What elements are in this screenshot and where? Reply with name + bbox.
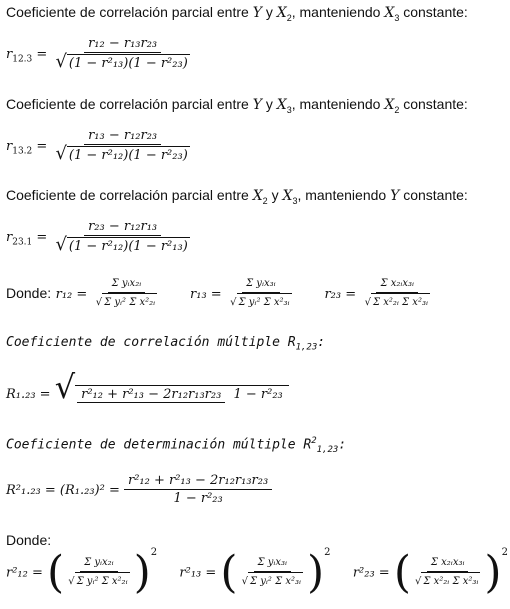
title-end: : [317, 335, 326, 350]
numerator: Σ yᵢx₂ᵢ [80, 555, 118, 572]
formula-R1-23: R₁.₂₃ = √ r²₁₂ + r²₁₃ − 2r₁₂r₁₃r₂₃ 1 − r²₂₃ [6, 368, 289, 406]
lhs: R₁.₂₃ = [6, 387, 51, 402]
numerator: r₂₃ − r₁₂r₁₃ [84, 219, 161, 236]
lhs: r²₂₃ = [352, 565, 390, 581]
denominator: Σ yᵢ² Σ x²₂ᵢ [102, 293, 157, 312]
title-text: Coeficiente de determinación múltiple R [6, 437, 312, 453]
lhs: r²₁₃ = [179, 565, 217, 581]
lhs: r₁₂ = [55, 287, 88, 303]
denominator: Σ x²₂ᵢ Σ x²₃ᵢ [371, 293, 430, 312]
var-x: X [276, 5, 287, 21]
denominator: (1 − r²₁₂)(1 − r²₁₃) [68, 239, 188, 254]
var-sub: 2 [262, 195, 268, 206]
title-text: Coeficiente de correlación múltiple R [6, 335, 296, 350]
exponent: 2 [150, 546, 158, 558]
heading-text: constante: [399, 4, 468, 20]
fraction: $\frac{\text{Σ yᵢx₃ᵢ}}{\text{√ Σ yᵢ² Σ x²₃ᵢ}}$ [238, 555, 307, 591]
var-x: X [384, 5, 395, 21]
heading-text: , manteniendo [297, 187, 391, 203]
numerator: Σ yᵢx₂ᵢ [108, 276, 146, 293]
fraction [75, 385, 289, 404]
denominator: (1 − r²₁₃)(1 − r²₂₃) [68, 56, 188, 71]
formula-r23-1: $r_{23.1}$ = $\frac{\text{r₂₃ − r₁₂r₁₃}}{\text{√ (1 − r²₁₂)(1 − r²₁₃)}}$ [6, 219, 194, 256]
var-sub: 3 [292, 195, 298, 206]
heading-text: Coeficiente de correlación parcial entre [6, 187, 253, 203]
numerator: r²₁₂ + r²₁₃ − 2r₁₂r₁₃r₂₃ [77, 387, 225, 403]
formula-r12-3: $r_{12.3}$ = $\frac{\text{r₁₂ − r₁₃r₂₃}}{\text{√ (1 − r²₁₃)(1 − r²₂₃)}}$ [6, 36, 194, 73]
var-sub: 3 [394, 12, 400, 23]
lhs: r [6, 47, 13, 62]
heading-partial-r13-2 [6, 96, 468, 115]
lhs: r₂₃ = [324, 287, 357, 303]
heading-partial-r12-3 [6, 4, 468, 23]
var-sub: 2 [394, 104, 400, 115]
numerator: r₁₃ − r₁₂r₂₃ [84, 128, 161, 145]
title-sub: 1,23 [295, 342, 318, 353]
heading-text: y [261, 96, 277, 112]
numerator: r₁₂ − r₁₃r₂₃ [84, 36, 161, 53]
fraction: $\frac{\text{Σ x₂ᵢx₃ᵢ}}{\text{√ Σ x²₂ᵢ Σ x²₃ᵢ}}$ [361, 276, 434, 312]
fraction: $\frac{\text{r₂₃ − r₁₂r₁₃}}{\text{√ (1 − r²₁₂)(1 − r²₁₃)}}$ [55, 219, 188, 255]
denominator: 1 − r²₂₃ [233, 387, 283, 402]
left-paren: ( [393, 547, 411, 598]
lhs: r²₁₂ = [6, 565, 43, 581]
numerator: Σ yᵢx₃ᵢ [242, 276, 280, 293]
title-end: : [338, 437, 347, 453]
var-x: X [276, 97, 287, 113]
var-y: Y [252, 97, 262, 113]
var-sub: 2 [286, 12, 292, 23]
title-sub: 1,23 [316, 444, 339, 455]
denominator: Σ yᵢ² Σ x²₂ᵢ [75, 572, 130, 591]
exponent: 2 [324, 546, 331, 558]
lhs: r [6, 139, 13, 154]
var-sub: 3 [286, 104, 292, 115]
multiple-correlation-title [6, 335, 325, 353]
var-x: X [282, 188, 293, 204]
title-sup: 2 [311, 436, 317, 446]
right-paren: ) [133, 547, 151, 598]
heading-text: constante: [399, 96, 468, 112]
lhs-sub: 23.1 [12, 237, 33, 248]
var-x: X [252, 188, 263, 204]
heading-text: constante: [399, 187, 468, 203]
left-paren: ( [47, 547, 65, 598]
heading-text: , manteniendo [291, 4, 385, 20]
numerator: Σ x₂ᵢx₃ᵢ [427, 555, 469, 572]
squared-definitions [6, 546, 508, 598]
fraction: $\frac{\text{Σ yᵢx₂ᵢ}}{\text{√ Σ yᵢ² Σ x²₂ᵢ}}$ [92, 276, 161, 312]
lhs-sub: 13.2 [12, 146, 33, 157]
donde-label: Donde: [6, 285, 52, 302]
fraction: $\frac{\text{Σ yᵢx₂ᵢ}}{\text{√ Σ yᵢ² Σ x²₂ᵢ}}$ [64, 555, 133, 591]
lhs-sub: 12.3 [12, 54, 33, 65]
var-y: Y [252, 5, 262, 21]
right-paren: ) [484, 547, 502, 598]
denominator: (1 − r²₁₂)(1 − r²₂₃) [68, 148, 188, 163]
heading-text: y [267, 187, 283, 203]
numerator: Σ yᵢx₃ᵢ [254, 555, 292, 572]
donde-definitions [6, 276, 434, 312]
heading-text: Coeficiente de correlación parcial entre [6, 96, 253, 112]
fraction: $\frac{\text{Σ yᵢx₃ᵢ}}{\text{√ Σ yᵢ² Σ x²₃ᵢ}}$ [226, 276, 295, 312]
denominator: Σ yᵢ² Σ x²₃ᵢ [248, 572, 303, 591]
fraction: $\frac{\text{r₁₃ − r₁₂r₂₃}}{\text{√ (1 − r²₁₂)(1 − r²₂₃)}}$ [55, 128, 188, 164]
multiple-determination-title [6, 436, 346, 455]
exponent: 2 [501, 546, 508, 558]
heading-text: Coeficiente de correlación parcial entre [6, 4, 253, 20]
numerator: Σ x₂ᵢx₃ᵢ [376, 276, 418, 293]
right-paren: ) [306, 547, 325, 598]
numerator: r²₁₂ + r²₁₃ − 2r₁₂r₁₃r₂₃ [124, 473, 272, 490]
denominator: 1 − r²₂₃ [173, 491, 223, 506]
heading-text: y [261, 4, 277, 20]
formula-r13-2: $r_{13.2}$ = $\frac{\text{r₁₃ − r₁₂r₂₃}}{\text{√ (1 − r²₁₂)(1 − r²₂₃)}}$ [6, 128, 194, 165]
lhs: R²₁.₂₃ = (R₁.₂₃)² = [6, 483, 120, 498]
lhs: r [6, 230, 13, 245]
lhs: r₁₃ = [190, 287, 222, 303]
fraction: $\frac{\text{Σ x₂ᵢx₃ᵢ}}{\text{√ Σ x²₂ᵢ Σ x²₃ᵢ}}$ [411, 555, 484, 591]
left-paren: ( [220, 547, 238, 598]
heading-text: , manteniendo [291, 96, 385, 112]
fraction: $\frac{\text{r₁₂ − r₁₃r₂₃}}{\text{√ (1 − r²₁₃)(1 − r²₂₃)}}$ [55, 36, 188, 72]
fraction [124, 473, 272, 508]
donde-label-2: Donde: [6, 532, 52, 548]
denominator: Σ yᵢ² Σ x²₃ᵢ [237, 293, 292, 312]
formula-R2-1-23 [6, 473, 272, 508]
denominator: Σ x²₂ᵢ Σ x²₃ᵢ [421, 572, 480, 591]
var-x: X [384, 97, 395, 113]
heading-partial-r23-1 [6, 187, 468, 206]
var-y: Y [390, 188, 400, 204]
